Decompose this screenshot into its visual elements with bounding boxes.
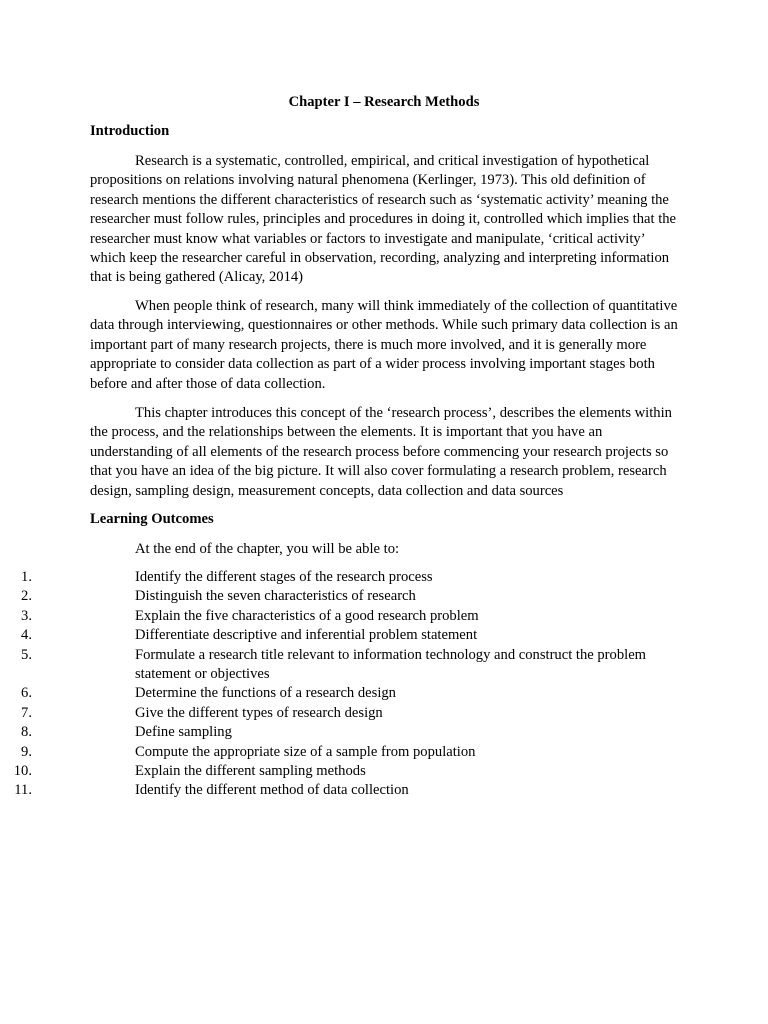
list-item xyxy=(0,626,675,645)
list-item-text: Define sampling xyxy=(135,724,232,741)
list-item-number: 7. xyxy=(21,704,32,721)
list-item xyxy=(0,684,675,703)
list-item-text: Differentiate descriptive and inferential problem statement xyxy=(135,627,478,644)
list-item-number: 3. xyxy=(21,607,32,624)
learning-outcomes-lead: At the end of the chapter, you will be able to: xyxy=(135,541,400,557)
list-item xyxy=(0,781,675,800)
list-item-text: Give the different types of research design xyxy=(135,704,383,721)
list-item-text: Distinguish the seven characteristics of research xyxy=(135,588,416,605)
list-item xyxy=(0,646,675,685)
list-item-text: Identify the different method of data collection xyxy=(135,782,409,799)
list-item-text: Compute the appropriate size of a sample from population xyxy=(135,743,476,760)
list-item-number: 10. xyxy=(13,763,32,780)
list-item-number: 6. xyxy=(21,685,32,702)
list-item-text: Identify the different stages of the research process xyxy=(135,569,433,585)
list-item-number: 2. xyxy=(21,588,32,605)
list-item-number: 4. xyxy=(21,627,32,644)
intro-paragraph-3: This chapter introduces this concept of the ‘research process’, describes the elements within the process, and the relationships between the elements. It is important that you have an understanding of all elements of the research process before commencing your research projects so that you have an idea of the big picture. It will also cover formulating a research problem, research design, sampling design, measurement concepts, data collection and data sources xyxy=(90,405,672,499)
list-item-number: 8. xyxy=(21,724,32,741)
learning-outcomes-list xyxy=(0,568,768,801)
list-item-number: 5. xyxy=(21,646,32,663)
list-item xyxy=(0,723,675,742)
list-item-number: 11. xyxy=(14,782,32,799)
list-item xyxy=(0,704,675,723)
list-item xyxy=(0,607,675,626)
list-item xyxy=(0,587,675,606)
list-item-text: Determine the functions of a research design xyxy=(135,685,396,702)
list-item-number: 1. xyxy=(21,569,32,585)
list-item xyxy=(0,743,675,762)
list-item-text: Formulate a research title relevant to information technology and construct the problem statement or objectives xyxy=(135,646,647,683)
list-item xyxy=(0,762,675,781)
introduction-heading: Introduction xyxy=(90,123,170,139)
learning-outcomes-heading: Learning Outcomes xyxy=(90,511,214,527)
list-item-text: Explain the different sampling methods xyxy=(135,763,366,780)
list-item-text: Explain the five characteristics of a good research problem xyxy=(135,607,479,624)
list-item xyxy=(0,568,675,587)
intro-paragraph-2: When people think of research, many will think immediately of the collection of quantitative data through interviewing, questionnaires or other methods. While such primary data collection is an important part of many research projects, there is much more involved, and it is generally more appropriate to consider data collection as part of a wider process involving important stages both before and after those of data collection. xyxy=(90,298,678,392)
chapter-title: Chapter I – Research Methods xyxy=(288,94,480,110)
list-item-number: 9. xyxy=(21,743,32,760)
intro-paragraph-1: Research is a systematic, controlled, empirical, and critical investigation of hypothetical propositions on relations involving natural phenomena (Kerlinger, 1973). This old definition of research mentions the different characteristics of research such as ‘systematic activity’ meaning the researcher must follow rules, principles and procedures in doing it, controlled which implies that the researcher must know what variables or factors to investigate and manipulate, ‘critical activity’ which keep the researcher careful in observation, recording, analyzing and interpreting information that is being gathered (Alicay, 2014) xyxy=(90,153,677,286)
